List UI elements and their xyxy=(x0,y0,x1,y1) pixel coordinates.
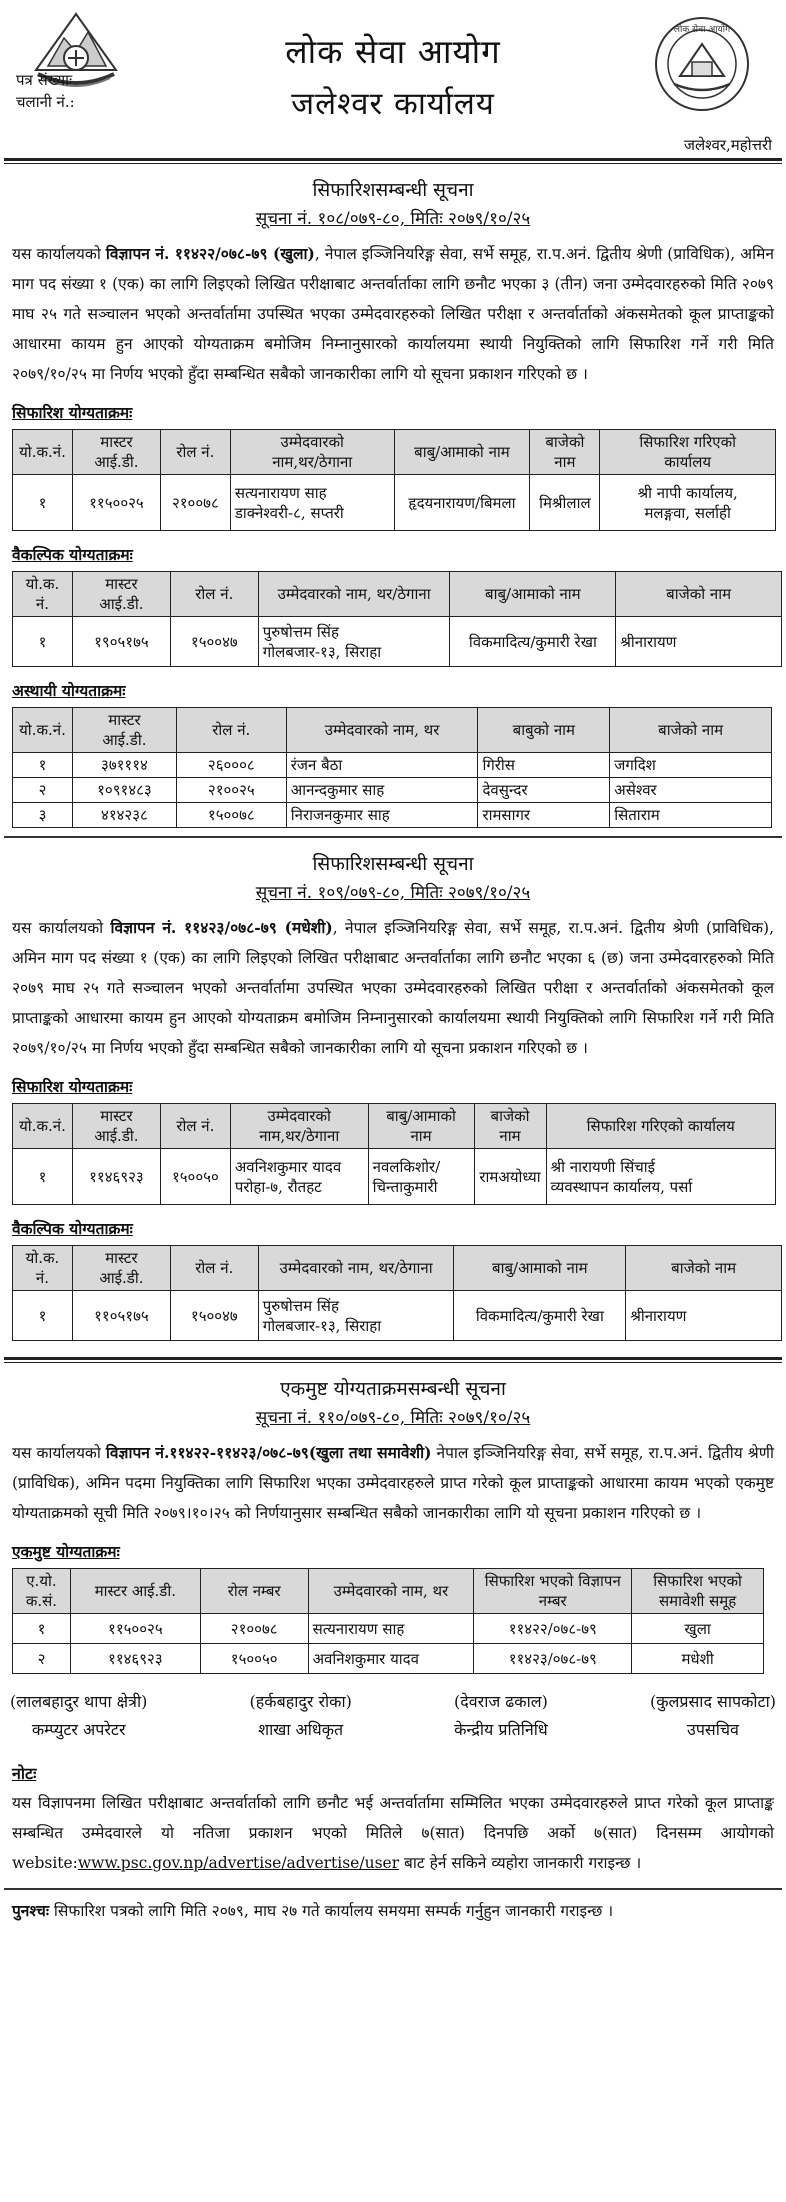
table-header-row xyxy=(13,1569,764,1614)
notice-2-ref: सूचना नं. १०९/०७९-८०, मितिः २०७९/१०/२५ xyxy=(255,883,531,903)
notice-1-body-prefix: यस कार्यालयको xyxy=(12,245,106,263)
col-header: सिफारिश गरिएको कार्यालय xyxy=(546,1104,776,1149)
col-header: रोल नम्बर xyxy=(200,1569,308,1614)
table-cell: अवनिशकुमार यादव परोहा-७, रौतहट xyxy=(230,1149,368,1205)
col-header: उम्मेदवारको नाम,थर/ठेगाना xyxy=(230,430,394,475)
col-header: यो.क.नं. xyxy=(13,708,73,753)
table-cell: निराजनकुमार साह xyxy=(286,803,478,828)
table-cell: रंजन बैठा xyxy=(286,753,478,778)
table-cell: १ xyxy=(13,1614,71,1644)
table-cell: गिरीस xyxy=(478,753,610,778)
table-row xyxy=(13,475,776,531)
table-cell: ३७१११४ xyxy=(72,753,176,778)
table-cell: देवसुन्दर xyxy=(478,778,610,803)
signatory-name: (कुलप्रसाद सापकोटा) xyxy=(650,1692,776,1711)
table-cell: १०९१४८३ xyxy=(72,778,176,803)
notice-2-title: सिफारिशसम्बन्धी सूचना xyxy=(312,853,474,875)
table-header-row xyxy=(13,430,776,475)
notice-1-ad-number: विज्ञापन नं. ११४२२/०७८-७९ (खुला) xyxy=(105,244,315,263)
col-header: उम्मेदवारको नाम, थर xyxy=(286,708,478,753)
col-header: सिफारिश भएको विज्ञापन नम्बर xyxy=(474,1569,632,1614)
col-header: रोल नं. xyxy=(170,1246,258,1291)
letter-number-label: पत्र संख्याः xyxy=(16,71,73,89)
table-cell: २१००७८ xyxy=(160,475,230,531)
table-cell: अवनिशकुमार यादव xyxy=(308,1644,474,1674)
table-row xyxy=(13,803,772,828)
signature-block xyxy=(0,1688,786,1744)
note-text-end: बाट हेर्न सकिने व्यहोरा जानकारी गराइन्छ । xyxy=(399,1854,642,1872)
col-header: यो.क.नं. xyxy=(13,1104,73,1149)
psc-website-link[interactable]: www.psc.gov.np/advertise/advertise/user xyxy=(77,1854,400,1872)
col-header: बाजेको नाम xyxy=(474,1104,546,1149)
col-header: बाबु/आमाको नाम xyxy=(368,1104,474,1149)
dispatch-number-label: चलानी नं.: xyxy=(16,93,75,111)
table-header-row xyxy=(13,708,772,753)
notice-3-body xyxy=(0,1438,786,1528)
header-rule xyxy=(4,158,782,164)
postscript xyxy=(0,1896,786,1926)
table-row xyxy=(13,617,782,667)
notice-2 xyxy=(0,850,786,1341)
table-cell: ११४२३/०७८-७९ xyxy=(474,1644,632,1674)
office-location: जलेश्वर,महोत्तरी xyxy=(683,136,772,154)
notice-3-ad-number: विज्ञापन नं.११४२२-११४२३/०७८-७९(खुला तथा समावेशी) xyxy=(105,1443,432,1462)
table-cell: १५००४७ xyxy=(170,1291,258,1341)
notice-3-title: एकमुष्ट योग्यताक्रमसम्बन्धी सूचना xyxy=(280,1378,506,1400)
table-cell: पुरुषोत्तम सिंह गोलबजार-१३, सिराहा xyxy=(258,1291,454,1341)
notice-2-alt-table xyxy=(12,1245,782,1341)
col-header: सिफारिश गरिएको कार्यालय xyxy=(600,430,776,475)
signature-2 xyxy=(250,1688,352,1744)
notice-2-body xyxy=(0,913,786,1063)
col-header: मास्टर आई.डी. xyxy=(72,1246,170,1291)
signature-1 xyxy=(10,1688,147,1744)
col-header: उम्मेदवारको नाम, थर xyxy=(308,1569,474,1614)
footer-divider xyxy=(4,1888,782,1890)
table-header-row xyxy=(13,1104,776,1149)
table-cell: ११४२२/०७८-७९ xyxy=(474,1614,632,1644)
table-cell: हृदयनारायण/बिमला xyxy=(394,475,530,531)
psc-seal-icon xyxy=(652,14,752,114)
table-cell: १ xyxy=(13,617,73,667)
table-cell: असेश्वर xyxy=(610,778,772,803)
section-divider xyxy=(4,836,782,838)
table-cell: १५००७८ xyxy=(176,803,286,828)
notice-1-rec-heading: सिफारिश योग्यताक्रमः xyxy=(12,403,133,422)
col-header: रोल नं. xyxy=(160,430,230,475)
table-cell: १९०५१७५ xyxy=(72,617,170,667)
table-cell: २६०००८ xyxy=(176,753,286,778)
notice-1-alt-heading: वैकल्पिक योग्यताक्रमः xyxy=(12,545,133,564)
signature-3 xyxy=(454,1688,548,1744)
col-header: बाबु/आमाको नाम xyxy=(394,430,530,475)
table-cell: १ xyxy=(13,475,73,531)
table-cell: ३ xyxy=(13,803,73,828)
note-body xyxy=(0,1788,786,1878)
col-header: सिफारिश भएको समावेशी समूह xyxy=(632,1569,764,1614)
col-header: यो.क. नं. xyxy=(13,572,73,617)
signatory-post: केन्द्रीय प्रतिनिधि xyxy=(454,1720,548,1739)
table-row xyxy=(13,1644,764,1674)
table-cell: श्रीनारायण xyxy=(626,1291,782,1341)
notice-2-ad-number: विज्ञापन नं. ११४२३/०७८-७९ (मधेशी) xyxy=(110,918,333,937)
col-header: बाजेको नाम xyxy=(530,430,600,475)
notice-2-alt-heading: वैकल्पिक योग्यताक्रमः xyxy=(12,1219,133,1238)
notice-1-body-text: , नेपाल इञ्जिनियरिङ्ग सेवा, सर्भे समूह, रा.प.अनं. द्वितीय श्रेणी (प्राविधिक), अमिन माग पद संख्या १ (एक) का लागि लिइएको लिखित परीक्षाबाट अन्तर्वार्ताका लागि छनौट भएका ३ (तीन) जना उम्मेदवारहरुको मिति २०७९ माघ २५ गते सञ्चालन भएको अन्तर्वार्तामा उपस्थित भएका उम्मेदवारहरुको लिखित परीक्षा र अन्तर्वार्ताको अंकसमेतको कूल प्राप्ताङ्कको आधारमा कायम हुन आएको योग्यताक्रम बमोजिम निम्नानुसारको कार्यालयमा स्थायी नियुक्तिको लागि सिफारिश गर्ने गरी मिति २०७९/१०/२५ मा निर्णय भएको हुँदा सम्बन्धित सबैको जानकारीका लागि यो सूचना प्रकाशन गरिएको छ । xyxy=(12,245,774,383)
table-cell: १५००५० xyxy=(200,1644,308,1674)
col-header: बाजेको नाम xyxy=(626,1246,782,1291)
table-header-row xyxy=(13,1246,782,1291)
table-row xyxy=(13,1149,776,1205)
table-cell: मिश्रीलाल xyxy=(530,475,600,531)
signatory-name: (हर्कबहादुर रोका) xyxy=(249,1692,352,1711)
notice-3-merit-table xyxy=(12,1568,764,1674)
signatory-name: (देवराज ढकाल) xyxy=(454,1692,548,1711)
col-header: रोल नं. xyxy=(170,572,258,617)
col-header: उम्मेदवारको नाम,थर/ठेगाना xyxy=(230,1104,368,1149)
col-header: मास्टर आई.डी. xyxy=(72,708,176,753)
notice-3-list-heading: एकमुष्ट योग्यताक्रमः xyxy=(12,1542,120,1561)
col-header: ए.यो. क.सं. xyxy=(13,1569,71,1614)
table-cell: नवलकिशोर/ चिन्ताकुमारी xyxy=(368,1149,474,1205)
col-header: मास्टर आई.डी. xyxy=(70,1569,200,1614)
table-row xyxy=(13,778,772,803)
table-cell: १ xyxy=(13,1291,73,1341)
notice-1-title: सिफारिशसम्बन्धी सूचना xyxy=(312,179,474,201)
notice-2-rec-table xyxy=(12,1103,776,1205)
notice-2-body-prefix: यस कार्यालयको xyxy=(12,919,111,937)
postscript-label: पुनश्चः xyxy=(12,1901,49,1920)
table-row xyxy=(13,753,772,778)
table-cell: खुला xyxy=(632,1614,764,1644)
col-header: मास्टर आई.डी. xyxy=(72,572,170,617)
table-cell: ११४६९२३ xyxy=(72,1149,160,1205)
signatory-post: शाखा अधिकृत xyxy=(258,1720,344,1739)
notice-3-ref: सूचना नं. ११०/०७९-८०, मितिः २०७९/१०/२५ xyxy=(255,1408,531,1428)
table-cell: आनन्दकुमार साह xyxy=(286,778,478,803)
table-cell: रामसागर xyxy=(478,803,610,828)
table-cell: जगदिश xyxy=(610,753,772,778)
table-cell: २१००२५ xyxy=(176,778,286,803)
signatory-name: (लालबहादुर थापा क्षेत्री) xyxy=(10,1692,148,1711)
office-subtitle: जलेश्वर कार्यालय xyxy=(291,86,495,122)
table-cell: ११५००२५ xyxy=(70,1614,200,1644)
table-cell: पुरुषोत्तम सिंह गोलबजार-१३, सिराहा xyxy=(258,617,450,667)
table-cell: विकमादित्य/कुमारी रेखा xyxy=(450,617,616,667)
col-header: बाबु/आमाको नाम xyxy=(454,1246,626,1291)
notice-1 xyxy=(0,176,786,828)
notice-1-rec-table xyxy=(12,429,776,531)
col-header: रोल नं. xyxy=(160,1104,230,1149)
table-cell: २ xyxy=(13,778,73,803)
notice-1-temp-table xyxy=(12,707,772,828)
table-row xyxy=(13,1614,764,1644)
seal-text: लोक सेवा आयोग xyxy=(673,25,731,35)
signatory-post: उपसचिव xyxy=(687,1720,739,1739)
col-header: बाजेको नाम xyxy=(610,708,772,753)
table-cell: ११४६९२३ xyxy=(70,1644,200,1674)
col-header: उम्मेदवारको नाम, थर/ठेगाना xyxy=(258,1246,454,1291)
notice-2-body-text: , नेपाल इञ्जिनियरिङ्ग सेवा, सर्भे समूह, रा.प.अनं. द्वितीय श्रेणी (प्राविधिक), अमिन माग पद संख्या १ (एक) का लागि लिइएको लिखित परीक्षाबाट अन्तर्वार्ताका लागि छनौट भएका ६ (छ) जना उम्मेदवारहरुको मिति २०७९ माघ २५ गते सञ्चालन भएको अन्तर्वार्तामा उपस्थित भएका उम्मेदवारहरुको लिखित परीक्षा र अन्तर्वार्ताको अंकसमेतको कूल प्राप्ताङ्कको आधारमा कायम हुन आएको योग्यताक्रम बमोजिम निम्नानुसारको कार्यालयमा स्थायी नियुक्तिको लागि सिफारिश गर्ने गरी मिति २०७९/१०/२५ मा निर्णय भएको हुँदा सम्बन्धित सबैको जानकारीका लागि यो सूचना प्रकाशन गरिएको छ । xyxy=(12,919,774,1057)
notice-3-body-text: नेपाल इञ्जिनियरिङ्ग सेवा, सर्भे समूह, रा.प.अनं. द्वितीय श्रेणी (प्राविधिक), अमिन पदमा नियुक्तिका लागि सिफारिश भएका उम्मेदवारहरुले प्राप्त गरेको कूल प्राप्ताङ्कको आधारमा कायम भएको एकमुष्ट योग्यताक्रमको सूची मिति २०७९।१०।२५ को निर्णयानुसार सम्बन्धित सबैको जानकारीका लागि यो सूचना प्रकाशन गरिएको छ । xyxy=(12,1444,774,1522)
section-divider xyxy=(4,1357,782,1363)
col-header: बाबुको नाम xyxy=(478,708,610,753)
table-cell: १ xyxy=(13,1149,73,1205)
col-header: मास्टर आई.डी. xyxy=(72,1104,160,1149)
table-cell: सत्यनारायण साह xyxy=(308,1614,474,1644)
table-cell: सत्यनारायण साह डाक्नेश्वरी-८, सप्तरी xyxy=(230,475,394,531)
table-header-row xyxy=(13,572,782,617)
table-cell: श्री नापी कार्यालय, मलङ्गवा, सर्लाही xyxy=(600,475,776,531)
table-cell: २ xyxy=(13,1644,71,1674)
note-text: यस विज्ञापनमा लिखित परीक्षाबाट अन्तर्वार्ताको लागि छनौट भई अन्तर्वार्तामा सम्मिलित भएका उम्मेदवारहरुले प्राप्त गरेको कूल प्राप्ताङ्क सम्बन्धित उम्मेदवारले यो नतिजा प्रकाशन भएको मितिले ७(सात) दिनपछि अर्को ७(सात) दिनसम्म आयोगको website: xyxy=(12,1794,774,1872)
col-header: यो.क.नं. xyxy=(13,430,73,475)
col-header: रोल नं. xyxy=(176,708,286,753)
table-row xyxy=(13,1291,782,1341)
table-cell: सिताराम xyxy=(610,803,772,828)
table-cell: १५००५० xyxy=(160,1149,230,1205)
notice-1-body xyxy=(0,239,786,389)
table-cell: रामअयोध्या xyxy=(474,1149,546,1205)
note-heading: नोटः xyxy=(12,1764,37,1783)
table-cell: मधेशी xyxy=(632,1644,764,1674)
col-header: यो.क. नं. xyxy=(13,1246,73,1291)
table-cell: विकमादित्य/कुमारी रेखा xyxy=(454,1291,626,1341)
table-cell: १५००४७ xyxy=(170,617,258,667)
col-header: उम्मेदवारको नाम, थर/ठेगाना xyxy=(258,572,450,617)
col-header: मास्टर आई.डी. xyxy=(72,430,160,475)
letterhead xyxy=(0,0,786,158)
notice-3 xyxy=(0,1375,786,1926)
notice-3-body-prefix: यस कार्यालयको xyxy=(12,1444,106,1462)
notice-1-ref: सूचना नं. १०८/०७९-८०, मितिः २०७९/१०/२५ xyxy=(255,209,531,229)
table-cell: श्रीनारायण xyxy=(616,617,782,667)
col-header: बाजेको नाम xyxy=(616,572,782,617)
table-cell: ४१४२३८ xyxy=(72,803,176,828)
signatory-post: कम्प्युटर अपरेटर xyxy=(31,1720,126,1739)
table-cell: श्री नारायणी सिंचाई व्यवस्थापन कार्यालय, पर्सा xyxy=(546,1149,776,1205)
notice-1-alt-table xyxy=(12,571,782,667)
postscript-text: सिफारिश पत्रको लागि मिति २०७९, माघ २७ गते कार्यालय समयमा सम्पर्क गर्नुहुन जानकारी गराइन्छ । xyxy=(48,1902,614,1920)
table-cell: २१००७८ xyxy=(200,1614,308,1644)
office-title: लोक सेवा आयोग xyxy=(285,32,501,71)
signature-4 xyxy=(650,1688,776,1744)
table-cell: ११५००२५ xyxy=(72,475,160,531)
table-cell: ११०५१७५ xyxy=(72,1291,170,1341)
col-header: बाबु/आमाको नाम xyxy=(450,572,616,617)
table-cell: १ xyxy=(13,753,73,778)
notice-2-rec-heading: सिफारिश योग्यताक्रमः xyxy=(12,1077,133,1096)
notice-1-temp-heading: अस्थायी योग्यताक्रमः xyxy=(12,681,126,700)
